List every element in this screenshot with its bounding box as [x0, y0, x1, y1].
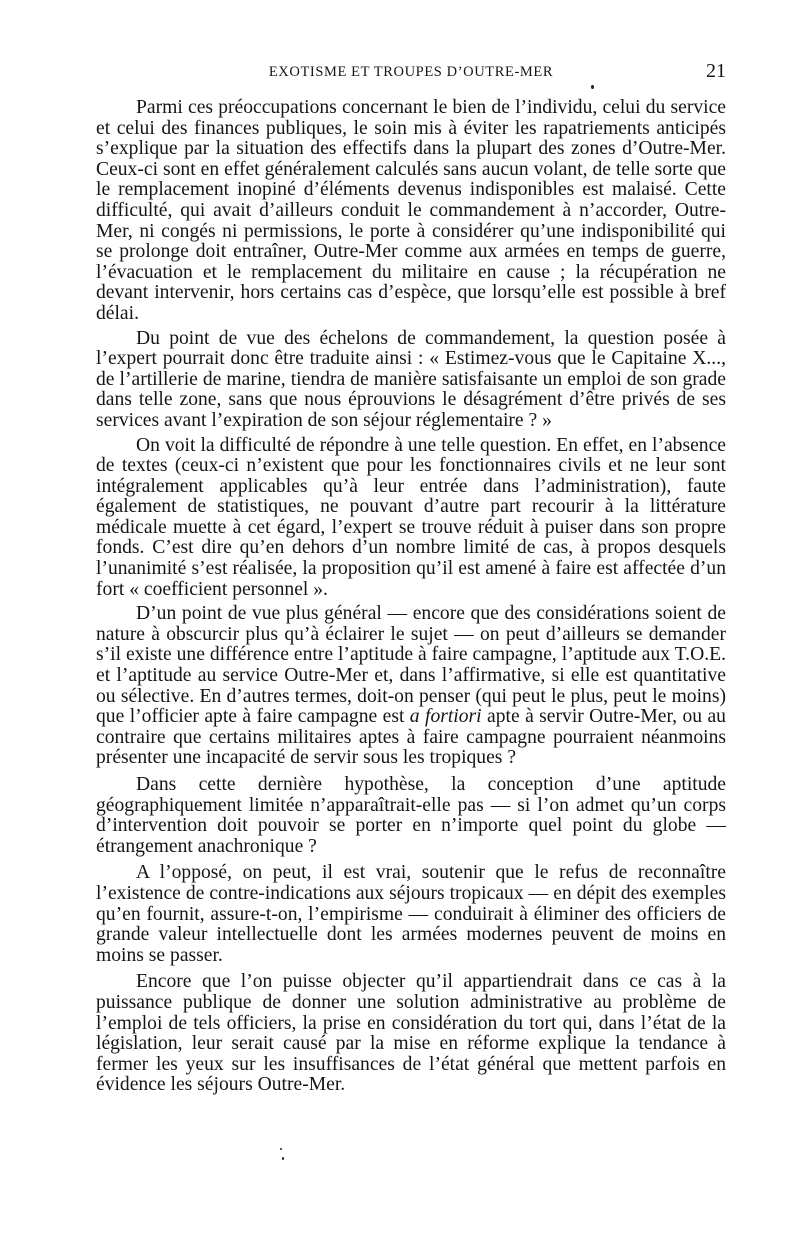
scan-speck [280, 1148, 282, 1150]
paragraph-3: On voit la difficulté de répondre à une telle question. En effet, en l’absence de textes (ceux-ci n’existent que pour les fonctionnaires civils et ne leur sont intégralement applicables qu’à leur entrée dans l’administration), faute également de statistiques, ne pouvant d’autre part recourir à la littérature médicale muette à cet égard, l’expert se trouve réduit à puiser dans son propre fonds. C’est dire qu’en dehors d’un nombre limité de cas, à propos desquels l’unanimité s’est réalisée, la proposition qu’il est amené à faire est affectée d’un fort « coefficient personnel ». [96, 434, 726, 600]
running-head [96, 62, 726, 84]
running-title: EXOTISME ET TROUPES D’OUTRE-MER [268, 64, 554, 80]
scan-speck [591, 85, 594, 89]
scan-speck [282, 1157, 284, 1160]
page-number: 21 [706, 60, 726, 82]
paragraph-7: Encore que l’on puisse objecter qu’il appartiendrait dans ce cas à la puissance publique de donner une solution administrative au problème de l’emploi de tels officiers, la prise en considération du tort qui, dans l’état de la législation, leur serait causé par la mise en réforme explique la tendance à fermer les yeux sur les insuffisances de l’état général que mettent parfois en évidence les séjours Outre-Mer. [96, 971, 726, 1096]
paragraph-4-text-b: apte à servir Outre-Mer, ou au contraire que certains militaires aptes à faire campagne pourraient néanmoins présenter une incapacité de servir sous les tropiques ? [96, 706, 726, 769]
paragraph-4 [96, 604, 726, 769]
paragraph-4-text-a: D’un point de vue plus général — encore que des considérations soient de nature à obscurcir plus qu’à éclairer le sujet — on peut d’ailleurs se demander s’il existe une différence entre l’aptitude à faire campagne, l’aptitude aux T.O.E. et l’aptitude au service Outre-Mer et, dans l’affirmative, si elle est quantitative ou sélective. En d’autres termes, doit-on penser (qui peut le plus, peut le moins) que l’officier apte à faire campagne est [96, 603, 726, 728]
paragraph-2: Du point de vue des échelons de commandement, la question posée à l’expert pourrait donc être traduite ainsi : « Estimez-vous que le Capitaine X..., de l’artillerie de marine, tiendra de manière satisfaisante un emploi de son grade dans telle zone, sans que nous éprouvions le désagrément d’être privés de ses services avant l’expiration de son séjour réglementaire ? » [96, 327, 726, 431]
paragraph-5: Dans cette dernière hypothèse, la conception d’une aptitude géographiquement limitée n’apparaîtrait-elle pas — si l’on admet qu’un corps d’intervention doit pouvoir se porter en n’importe quel point du globe — étrangement anachronique ? [96, 774, 726, 857]
body-text [96, 98, 726, 1096]
paragraph-4-emphasis: a fortiori [409, 706, 482, 728]
paragraph-6: A l’opposé, on peut, il est vrai, soutenir que le refus de reconnaître l’existence de contre-indications aux séjours tropicaux — en dépit des exemples qu’en fournit, assure-t-on, l’empirisme — conduirait à éliminer des officiers de grande valeur intellectuelle dont les armées modernes peuvent de moins en moins se passer. [96, 862, 726, 966]
paragraph-1: Parmi ces préoccupations concernant le bien de l’individu, celui du service et celui des finances publiques, le soin mis à éviter les rapatriements anticipés s’explique par la situation des effectifs dans la plupart des zones d’Outre-Mer. Ceux-ci sont en effet généralement calculés sans aucun volant, de telle sorte que le remplacement inopiné d’éléments devenus indisponibles est malaisé. Cette difficulté, qui avait d’ailleurs conduit le commandement à n’accorder, Outre-Mer, ni congés ni permissions, le porte à considérer qu’une indisponibilité qui se prolonge doit entraîner, Outre-Mer comme aux armées en temps de guerre, l’évacuation et le remplacement du militaire en cause ; la récupération ne devant intervenir, hors certains cas d’espèce, que lorsqu’elle est possible à bref délai. [96, 97, 726, 324]
